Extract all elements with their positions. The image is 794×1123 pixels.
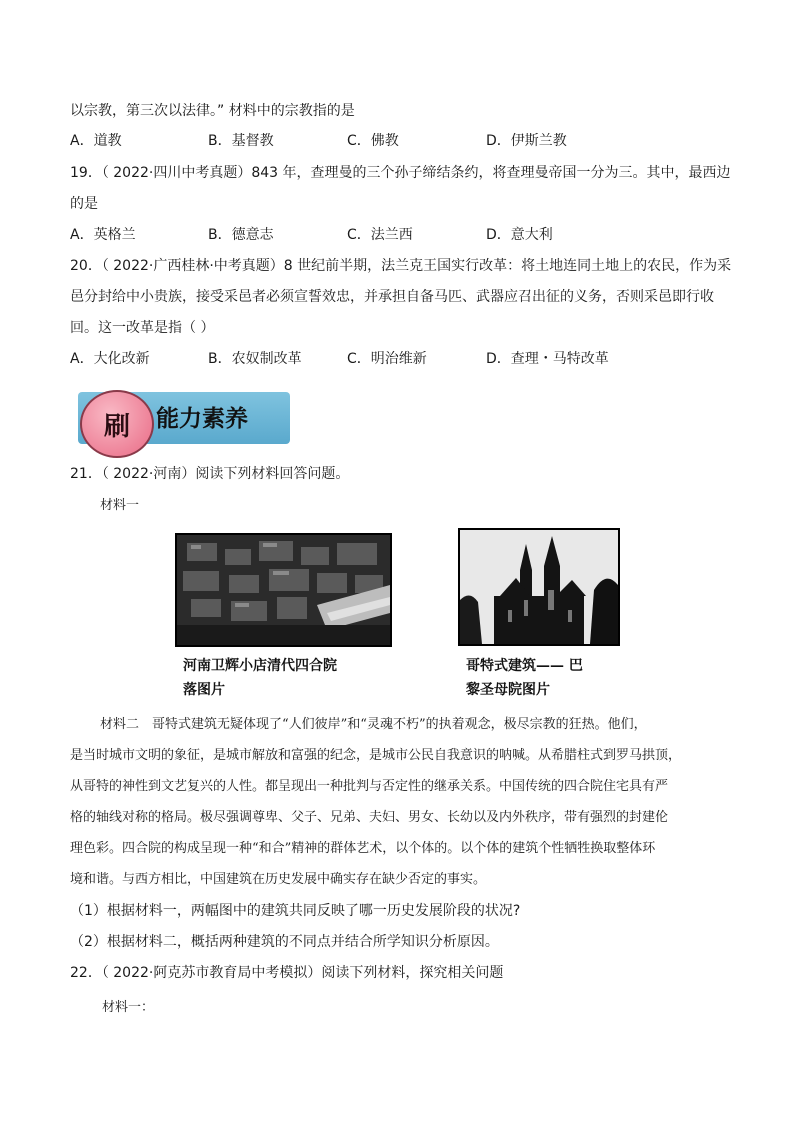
q20-option-b: B．农奴制改革 [208,351,302,367]
q19-option-c: C．法兰西 [347,227,413,243]
caption-right-line1: 哥特式建筑—— 巴 [466,658,583,674]
q21-subquestion-2: （2）根据材料二，概括两种建筑的不同点并结合所学知识分析原因。 [70,934,499,950]
caption-right-line2: 黎圣母院图片 [466,682,550,698]
q20-option-a: A．大化改新 [70,351,150,367]
q18-option-d: D．伊斯兰教 [486,133,567,149]
section-banner [76,390,290,446]
cathedral-image [460,530,618,644]
material2-line2: 是当时城市文明的象征，是城市解放和富强的纪念，是城市公民自我意识的呐喊。从希腊柱式到罗马拱顶， [70,748,682,763]
q20-option-c: C．明治维新 [347,351,427,367]
material2-line6: 境和谐。与西方相比，中国建筑在历史发展中确实存在缺少否定的事实。 [70,872,487,887]
banner-title: 能力素养 [156,405,248,432]
q18-option-b: B．基督教 [208,133,274,149]
q19-option-b: B．德意志 [208,227,274,243]
caption-left-line2: 落图片 [183,682,225,698]
q19-option-d: D．意大利 [486,227,553,243]
q21-header: 21．（ 2022·河南）阅读下列材料回答问题。 [70,466,350,482]
q22-material1-label: 材料一： [102,1000,155,1015]
material2-line4: 格的轴线对称的格局。极尽强调尊卑、父子、兄弟、夫妇、男女、长幼以及内外秩序，带有强烈的封建伦 [70,810,669,825]
q18-option-a: A．道教 [70,133,122,149]
material2-line5: 理色彩。四合院的构成呈现一种“和合”精神的群体艺术，以个体的。以个体的建筑个性牺牲换取整体环 [70,841,656,856]
material2-line3: 从哥特的神性到文艺复兴的人性。都呈现出一种批判与否定性的继承关系。中国传统的四合院住宅具有严 [70,779,669,794]
cathedral-photo [458,528,620,646]
q20-line2: 邑分封给中小贵族，接受采邑者必须宣誓效忠，并承担自备马匹、武器应召出征的义务，否则采邑即行收 [70,289,714,305]
caption-left-line1: 河南卫辉小店清代四合院 [183,658,337,674]
q21-subquestion-1: （1）根据材料一，两幅图中的建筑共同反映了哪一历史发展阶段的状况? [70,903,521,919]
courtyard-image [177,535,390,645]
q18-tail: 以宗教，第三次以法律。” 材料中的宗教指的是 [70,103,355,119]
q19-line1: 19．（ 2022·四川中考真题）843 年，查理曼的三个孙子缔结条约，将查理曼帝国一分为三。其中，最西边 [70,165,731,181]
material2-line1: 材料二 哥特式建筑无疑体现了“人们彼岸”和“灵魂不朽”的执着观念，极尽宗教的狂热。他们， [100,717,647,732]
q18-option-c: C．佛教 [347,133,399,149]
banner-badge: 刷 [80,390,154,458]
q19-line2: 的是 [70,196,98,212]
q19-option-a: A．英格兰 [70,227,136,243]
courtyard-photo [175,533,392,647]
material1-label: 材料一 [100,498,140,513]
q20-line1: 20．（ 2022·广西桂林·中考真题）8 世纪前半期，法兰克王国实行改革：将土地连同土地上的农民，作为采 [70,258,732,274]
q20-option-d: D．查理・马特改革 [486,351,609,367]
q22-header: 22．（ 2022·阿克苏市教育局中考模拟）阅读下列材料，探究相关问题 [70,965,504,981]
q20-line3: 回。这一改革是指（ ） [70,320,215,336]
